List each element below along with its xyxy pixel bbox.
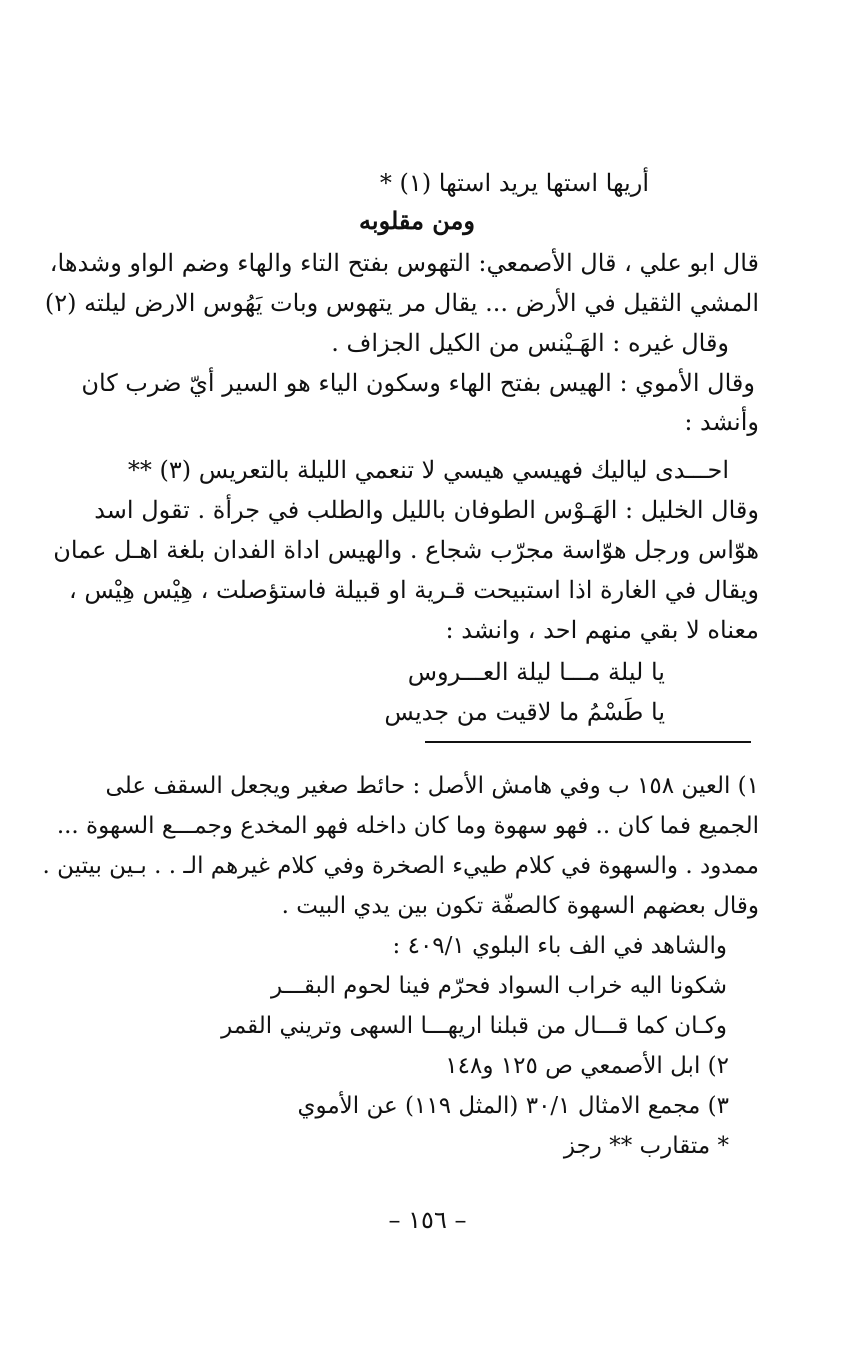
text-line: وقال الخليل : الهَـوْس الطوفان بالليل والطلب في جرأة . تقول اسد bbox=[94, 496, 759, 524]
verse-line: يا ليلة مـــا ليلة العـــروس bbox=[407, 658, 665, 686]
footnote-line: ١) العين ١٥٨ ب وفي هامش الأصل : حائط صغير ويجعل السقف على bbox=[105, 773, 759, 799]
text-line: المشي الثقيل في الأرض ... يقال مر يتهوس وبات يَهُوس الارض ليلته (٢) bbox=[44, 289, 759, 317]
footnote-line: والشاهد في الف باء البلوي ٤٠٩/١ : bbox=[392, 933, 727, 959]
footnote-line: ٢) ابل الأصمعي ص ١٢٥ و١٤٨ bbox=[445, 1053, 729, 1079]
footnote-divider bbox=[425, 741, 751, 743]
footnote-line: * متقارب ** رجز bbox=[563, 1133, 729, 1159]
text-line: هوّاس ورجل هوّاسة مجرّب شجاع . والهيس اداة الفدان بلغة اهـل عمان bbox=[53, 536, 759, 564]
text-line: وقال الأموي : الهيس بفتح الهاء وسكون الياء هو السير أيّ ضرب كان bbox=[81, 369, 755, 397]
footnote-verse: شكونا اليه خراب السواد فحرّم فينا لحوم البقـــر bbox=[270, 973, 727, 999]
footnote-line: وقال بعضهم السهوة كالصفّة تكون بين يدي البيت . bbox=[281, 893, 759, 919]
text-line: ويقال في الغارة اذا استبيحت قـرية او قبيلة فاستؤصلت ، هِيْس هِيْس ، bbox=[68, 576, 759, 604]
verse-line: أريها استها يريد استها (١) * bbox=[379, 169, 649, 197]
verse-line: احـــدى لياليك فهيسي هيسي لا تنعمي الليلة بالتعريس (٣) ** bbox=[127, 456, 729, 484]
footnote-line: الجميع فما كان .. فهو سهوة وما كان داخله فهو المخدع وجمـــع السهوة ... bbox=[56, 813, 759, 839]
footnote-verse: وكـان كما قـــال من قبلنا اريهـــا السهى وتريني القمر bbox=[221, 1013, 727, 1039]
verse-line: يا طَسْمُ ما لاقيت من جديس bbox=[384, 698, 665, 726]
text-line: قال ابو علي ، قال الأصمعي: التهوس بفتح التاء والهاء وضم الواو وشدها، bbox=[49, 249, 759, 277]
text-line: وأنشد : bbox=[684, 408, 759, 436]
text-line: وقال غيره : الهَـيْنس من الكيل الجزاف . bbox=[331, 329, 729, 357]
footnote-line: ٣) مجمع الامثال ٣٠/١ (المثل ١١٩) عن الأموي bbox=[297, 1093, 729, 1119]
page-number: – ١٥٦ – bbox=[388, 1206, 467, 1234]
footnote-line: ممدود . والسهوة في كلام طييء الصخرة وفي كلام غيرهم الـ . . بـين بيتين . bbox=[42, 853, 759, 879]
text-line: معناه لا بقي منهم احد ، وانشد : bbox=[445, 616, 759, 644]
section-heading: ومن مقلوبه bbox=[359, 206, 475, 235]
